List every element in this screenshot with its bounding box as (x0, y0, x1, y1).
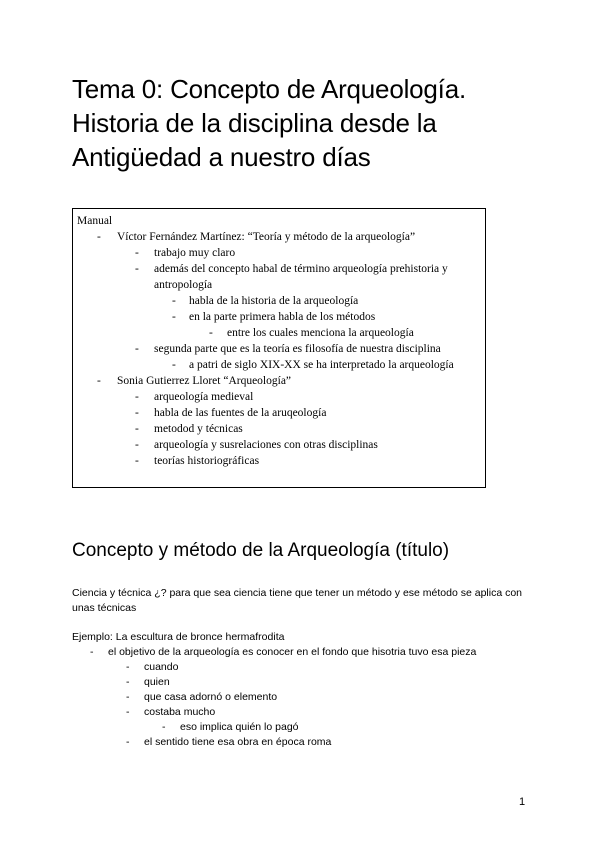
list-item: - habla de la historia de la arqueología (172, 295, 359, 307)
list-item: - Sonia Gutierrez Lloret “Arqueología” (97, 375, 292, 387)
list-item: - el sentido tiene esa obra en época roma (126, 736, 332, 748)
list-item: - costaba mucho (126, 706, 216, 718)
page-title: Tema 0: Concepto de Arqueología. Historia de la disciplina desde la Antigüedad a nuestro días (72, 74, 466, 172)
list-item: - eso implica quién lo pagó (162, 721, 299, 733)
page-number: 1 (519, 796, 526, 808)
list-item: - en la parte primera habla de los métodos (172, 311, 376, 323)
list-item: - Víctor Fernández Martínez: “Teoría y método de la arqueología” (97, 231, 416, 243)
list-item: - trabajo muy claro (135, 247, 236, 259)
list-item: - a patri de siglo XIX-XX se ha interpretado la arqueología (172, 359, 454, 371)
list-item: - teorías historiográficas (135, 455, 260, 467)
list-item: - entre los cuales menciona la arqueología (209, 327, 414, 339)
list-item: - segunda parte que es la teoría es filosofía de nuestra disciplina (135, 343, 441, 355)
list-item: - el objetivo de la arqueología es conocer en el fondo que hisotria tuvo esa pieza (90, 646, 477, 658)
list-item: - metodod y técnicas (135, 423, 243, 435)
list-item: - que casa adornó o elemento (126, 691, 278, 703)
list-item: - quien (126, 676, 170, 688)
list-item: - arqueología y susrelaciones con otras disciplinas (135, 439, 378, 451)
section-heading: Concepto y método de la Arqueología (título) (72, 540, 450, 561)
list-item: - habla de las fuentes de la aruqeología (135, 407, 327, 419)
list-item: - además del concepto habal de término arqueología prehistoria y antropología (135, 263, 448, 291)
paragraph-ejemplo: Ejemplo: La escultura de bronce hermafrodita (72, 631, 285, 643)
manual-heading: Manual (77, 215, 113, 227)
manual-box (72, 208, 486, 488)
list-item: - cuando (126, 661, 179, 673)
example-list (72, 645, 532, 750)
list-item: - arqueología medieval (135, 391, 254, 403)
paragraph-ciencia: Ciencia y técnica ¿? para que sea ciencia tiene que tener un método y ese método se aplica con unas técnicas (72, 587, 523, 614)
